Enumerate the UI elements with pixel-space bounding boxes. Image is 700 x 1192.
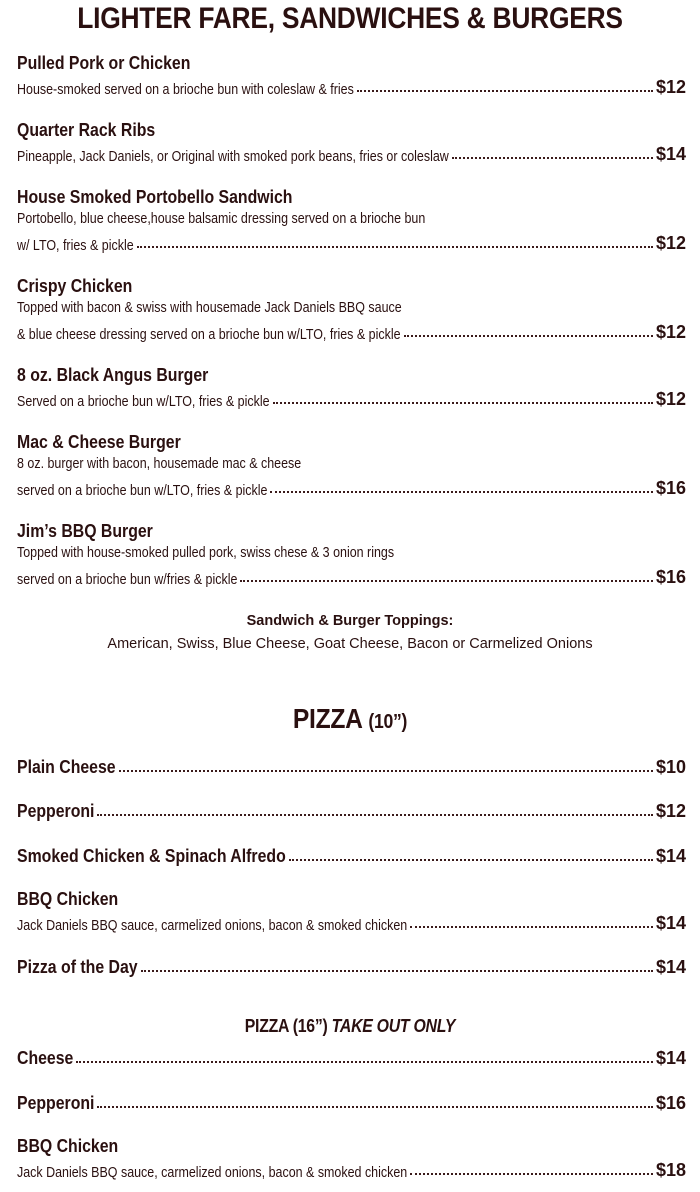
item-name: Mac & Cheese Burger — [17, 432, 181, 452]
item-name: Jim’s BBQ Burger — [17, 521, 153, 541]
item-name: 8 oz. Black Angus Burger — [17, 365, 209, 385]
item-name: Smoked Chicken & Spinach Alfredo — [17, 846, 286, 866]
item-description: Pineapple, Jack Daniels, or Original with smoked pork beans, fries or coleslaw — [17, 149, 449, 165]
toppings-title: Sandwich & Burger Toppings: — [246, 613, 454, 629]
menu-item-portobello-sandwich — [17, 186, 686, 254]
menu-item-bbq-chicken-10 — [17, 888, 686, 934]
menu-item-black-angus-burger — [17, 364, 686, 410]
item-price: $10 — [655, 757, 686, 777]
item-description-cont: & blue cheese dressing served on a brioche bun w/LTO, fries & pickle — [17, 327, 401, 343]
menu-item-pepperoni-10 — [17, 798, 686, 822]
dot-leader — [137, 246, 653, 248]
item-price: $14 — [655, 1048, 686, 1068]
item-name: Pulled Pork or Chicken — [17, 53, 191, 73]
item-description: Topped with bacon & swiss with housemade Jack Daniels BBQ sauce — [17, 300, 402, 316]
item-name: Crispy Chicken — [17, 276, 133, 296]
item-price: $16 — [655, 567, 686, 587]
dot-leader — [452, 157, 653, 159]
item-name: Cheese — [17, 1048, 74, 1068]
menu-item-smoked-chicken-alfredo — [17, 843, 686, 867]
section-title-pizza-16 — [42, 1016, 658, 1037]
menu-item-bbq-chicken-16 — [17, 1135, 686, 1181]
item-description: House-smoked served on a brioche bun with coleslaw & fries — [17, 82, 354, 98]
dot-leader — [410, 926, 653, 928]
item-description-cont: served on a brioche bun w/fries & pickle — [17, 572, 238, 588]
toppings-note — [0, 610, 700, 656]
item-price: $16 — [655, 478, 686, 498]
item-name: House Smoked Portobello Sandwich — [17, 187, 293, 207]
menu-item-plain-cheese — [17, 754, 686, 778]
item-description: Portobello, blue cheese,house balsamic dressing served on a brioche bun — [17, 211, 426, 227]
dot-leader — [289, 859, 653, 861]
dot-leader — [404, 335, 653, 337]
item-price: $18 — [655, 1160, 686, 1180]
item-price: $12 — [655, 77, 686, 97]
item-name: BBQ Chicken — [17, 889, 119, 909]
menu-item-pulled-pork — [17, 52, 686, 98]
item-description: Served on a brioche bun w/LTO, fries & pickle — [17, 394, 270, 410]
item-description-cont: w/ LTO, fries & pickle — [17, 238, 134, 254]
menu-item-pepperoni-16 — [17, 1090, 686, 1114]
item-name: Quarter Rack Ribs — [17, 120, 156, 140]
item-price: $14 — [655, 957, 686, 977]
item-name: Pepperoni — [17, 1093, 95, 1113]
toppings-list: American, Swiss, Blue Cheese, Goat Cheese, Bacon or Carmelized Onions — [107, 636, 593, 652]
menu-item-jims-bbq-burger — [17, 520, 686, 588]
item-description-cont: served on a brioche bun w/LTO, fries & pickle — [17, 483, 268, 499]
item-description: Jack Daniels BBQ sauce, carmelized onions, bacon & smoked chicken — [17, 1165, 408, 1181]
dot-leader — [410, 1173, 653, 1175]
item-price: $14 — [655, 846, 686, 866]
item-price: $12 — [655, 233, 686, 253]
section-title-sandwiches: LIGHTER FARE, SANDWICHES & BURGERS — [77, 2, 623, 35]
pizza-title: PIZZA — [292, 703, 362, 734]
item-price: $12 — [655, 322, 686, 342]
item-name: Plain Cheese — [17, 757, 116, 777]
item-price: $12 — [655, 389, 686, 409]
item-description: 8 oz. burger with bacon, housemade mac & cheese — [17, 456, 302, 472]
item-price: $16 — [655, 1093, 686, 1113]
item-description: Jack Daniels BBQ sauce, carmelized onions, bacon & smoked chicken — [17, 918, 408, 934]
item-price: $14 — [655, 144, 686, 164]
dot-leader — [141, 970, 653, 972]
section-title-pizza-10 — [42, 703, 658, 735]
menu-item-pizza-of-the-day — [17, 954, 686, 978]
item-description: Topped with house-smoked pulled pork, swiss chese & 3 onion rings — [17, 545, 395, 561]
dot-leader — [97, 1106, 652, 1108]
dot-leader — [76, 1061, 653, 1063]
pizza16-subtitle: TAKE OUT ONLY — [331, 1016, 456, 1036]
menu-item-cheese-16 — [17, 1045, 686, 1069]
menu-item-quarter-rack-ribs — [17, 119, 686, 165]
item-name: Pizza of the Day — [17, 957, 138, 977]
item-name: BBQ Chicken — [17, 1136, 119, 1156]
item-name: Pepperoni — [17, 801, 95, 821]
pizza16-title: PIZZA (16”) — [244, 1016, 328, 1036]
dot-leader — [270, 491, 653, 493]
dot-leader — [97, 814, 652, 816]
dot-leader — [119, 770, 653, 772]
dot-leader — [273, 402, 653, 404]
dot-leader — [357, 90, 653, 92]
pizza-size: (10”) — [368, 711, 408, 733]
menu-item-crispy-chicken — [17, 275, 686, 343]
item-price: $12 — [655, 801, 686, 821]
menu-item-mac-cheese-burger — [17, 431, 686, 499]
item-price: $14 — [655, 913, 686, 933]
dot-leader — [240, 580, 653, 582]
